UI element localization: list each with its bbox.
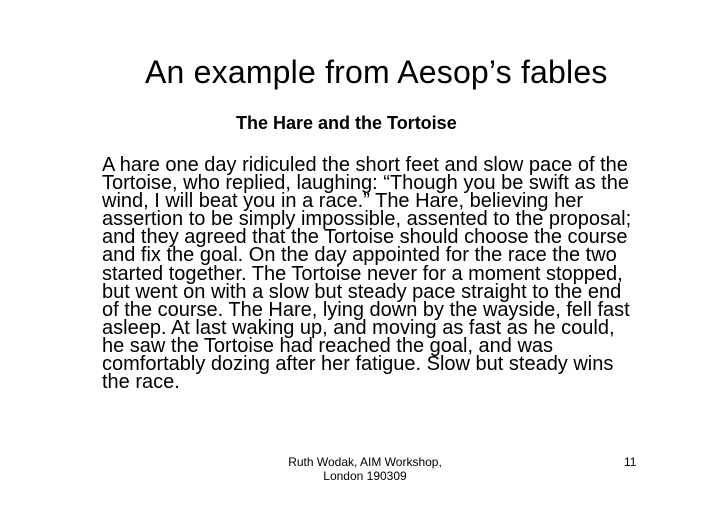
footer-author: Ruth Wodak, AIM Workshop, [288,455,442,469]
fable-text-line: the race. [102,371,180,394]
fable-text-line: Tortoise, who replied, laughing: “Though you be swift as the [102,172,629,195]
slide-footer [250,455,480,483]
fable-text-line: and they agreed that the Tortoise should choose the course [102,226,628,249]
fable-text-line: asleep. At last waking up, and moving as fast as he could, [102,316,615,339]
fable-text-line: comfortably dozing after her fatigue. Slow but steady wins [102,353,614,376]
fable-text-line: and fix the goal. On the day appointed for the race the two [102,244,617,267]
fable-text-line: but went on with a slow but steady pace straight to the end [102,280,622,303]
fable-text-line: he saw the Tortoise had reached the goal, and was [102,334,554,357]
story-title: The Hare and the Tortoise [236,113,457,133]
fable-text-line: A hare one day ridiculed the short feet and slow pace of the [102,154,628,176]
footer-location: London 190309 [323,469,407,483]
fable-text-line: wind, I will beat you in a race.” The Hare, believing her [102,190,583,213]
fable-text-line: assertion to be simply impossible, assented to the proposal; [102,208,632,231]
slide-title: An example from Aesop’s fables [145,54,608,90]
fable-text-line: started together. The Tortoise never for a moment stopped, [102,262,623,285]
fable-text [102,154,662,394]
page-number: 11 [624,455,637,469]
fable-text-line: of the course. The Hare, lying down by the wayside, fell fast [102,298,630,321]
